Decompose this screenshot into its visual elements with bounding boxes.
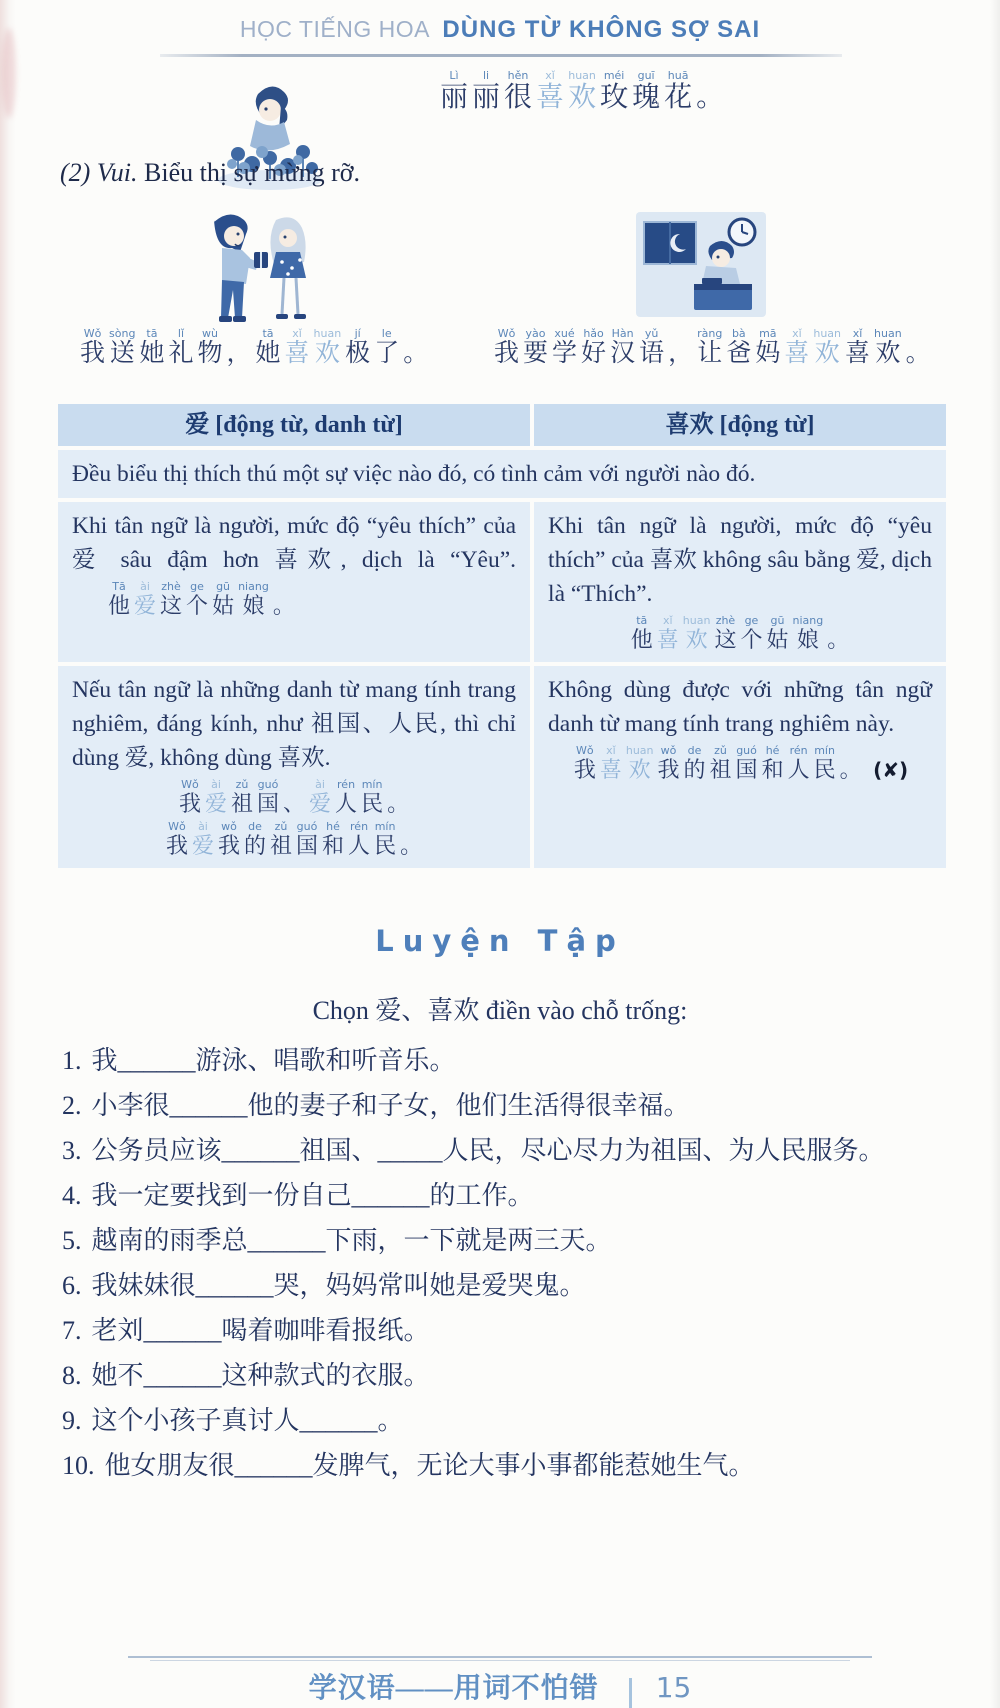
exercise-sentence: 他女朋友很______发脾气，无论大事小事都能惹她生气。 [104, 1451, 755, 1480]
page-number: 15 [655, 1671, 692, 1704]
section-label: (2) Vui. [60, 158, 138, 187]
example-ta-ai-guniang: 他Tā爱ài这zhè个ge姑gū娘niang。 [108, 580, 295, 618]
cell-text: Không dùng được với những tân ngữ danh từ mang tính trang nghiêm này. [548, 677, 932, 737]
footer-divider-thin [150, 1660, 850, 1661]
example-ta-xihuan-guniang: 他tā喜xǐ欢huan这zhè个ge姑gū娘niang。 [630, 614, 850, 652]
exercise-number: 3. [62, 1136, 82, 1165]
section-text: Biểu thị sự mừng rỡ. [144, 158, 360, 187]
table-cell-xihuan-solemn [534, 666, 946, 868]
table-header-xihuan: 喜欢 [động từ] [534, 404, 946, 446]
exercise-sentence: 她不______这种款式的衣服。 [91, 1361, 430, 1390]
exercise-sentence: 越南的雨季总______下雨，一下就是两三天。 [91, 1226, 612, 1255]
section-heading [60, 158, 360, 188]
footer-separator [629, 1678, 632, 1708]
cell-text: Khi tân ngữ là người, mức độ “yêu thích” của 爱 sâu đậm hơn 喜欢, dịch là “Yêu”. [72, 513, 517, 573]
illustration-boy-gives-gift [192, 208, 317, 335]
caption-study-sentence: 我Wǒ要yào学xué好hǎo汉Hàn语yǔ， 让ràng爸bà妈mā喜xǐ欢huan喜xǐ欢huan。 [494, 327, 931, 367]
scan-edge-left [0, 0, 16, 1708]
practice-instruction: Chọn 爱、喜欢 điền vào chỗ trống: [312, 996, 688, 1025]
example-sentence-roses: 丽Lì丽li很hěn喜xǐ欢huan玫méi瑰guī花huā。 [440, 69, 725, 113]
exercise-sentence: 我______游泳、唱歌和听音乐。 [91, 1046, 456, 1075]
exercise-item [62, 1263, 942, 1308]
practice-exercise-list [62, 1038, 942, 1488]
series-title: HỌC TIẾNG HOA [239, 16, 430, 42]
example-wo-xihuan-zuguo: 我Wǒ喜xǐ欢huan我wǒ的de祖zǔ国guó和hé人rén民mín。 [573, 744, 862, 782]
page-footer [0, 1666, 1000, 1708]
table-cell-xihuan-usage [534, 502, 946, 662]
table-cell-ai-solemn [58, 666, 530, 868]
exercise-sentence: 我一定要找到一份自己______的工作。 [91, 1181, 534, 1210]
footer-book-title: 学汉语——用词不怕错 [308, 1673, 599, 1704]
book-header-title: DÙNG TỪ KHÔNG SỢ SAI [442, 16, 761, 43]
table-cell-ai-usage [58, 502, 530, 662]
example-wo-ai-zuguo: 我Wǒ爱ài祖zǔ国guó、 爱ài人rén民mín。 [178, 778, 410, 816]
example-wo-ai-wode-zuguo: 我Wǒ爱ài我wǒ的de祖zǔ国guó和hé人rén民mín。 [165, 820, 423, 858]
exercise-number: 6. [62, 1271, 82, 1300]
exercise-number: 9. [62, 1406, 82, 1435]
cell-text: Nếu tân ngữ là những danh từ mang tính trang nghiêm, đáng kính, như 祖国、人民, thì chỉ dùng 爱, không dùng 喜欢. [72, 677, 517, 771]
exercise-item [62, 1083, 942, 1128]
incorrect-mark: (✘) [873, 758, 909, 782]
exercise-number: 4. [62, 1181, 82, 1210]
comparison-table [58, 404, 942, 868]
exercise-number: 5. [62, 1226, 82, 1255]
exercise-number: 10. [62, 1451, 95, 1480]
exercise-item [62, 1173, 942, 1218]
exercise-item [62, 1308, 942, 1353]
exercise-sentence: 公务员应该______祖国、_____人民，尽心尽力为祖国、为人民服务。 [91, 1136, 885, 1165]
exercise-sentence: 我妹妹很______哭，妈妈常叫她是爱哭鬼。 [91, 1271, 586, 1300]
exercise-sentence: 小李很______他的妻子和子女，他们生活得很幸福。 [91, 1091, 690, 1120]
table-shared-row: Đều biểu thị thích thú một sự việc nào đó, có tình cảm với người nào đó. [58, 450, 946, 498]
exercise-number: 2. [62, 1091, 82, 1120]
cell-text: Khi tân ngữ là người, mức độ “yêu thích” của 喜欢 không sâu bằng 爱, dịch là “Thích”. [548, 513, 932, 607]
exercise-item [62, 1353, 942, 1398]
footer-divider [128, 1656, 872, 1658]
exercise-number: 1. [62, 1046, 82, 1075]
header-divider [160, 54, 842, 57]
caption-gift-sentence: 我Wǒ送sòng她tā礼lǐ物wù， 她tā喜xǐ欢huan极jí了le。 [80, 327, 429, 367]
illustration-child-studying-night [636, 212, 766, 322]
exercise-item [62, 1038, 942, 1083]
page-header [0, 16, 1000, 44]
example-wrong-sentence [548, 745, 932, 783]
exercise-item [62, 1218, 942, 1263]
exercise-sentence: 这个小孩子真讨人______。 [91, 1406, 404, 1435]
table-header-ai: 爱 [động từ, danh từ] [58, 404, 530, 446]
scan-edge-right [990, 0, 1000, 1708]
exercise-item [62, 1443, 942, 1488]
practice-heading: Luyện Tập [375, 924, 625, 958]
exercise-number: 8. [62, 1361, 82, 1390]
exercise-item [62, 1398, 942, 1443]
exercise-item [62, 1128, 942, 1173]
exercise-number: 7. [62, 1316, 82, 1345]
exercise-sentence: 老刘______喝着咖啡看报纸。 [91, 1316, 430, 1345]
